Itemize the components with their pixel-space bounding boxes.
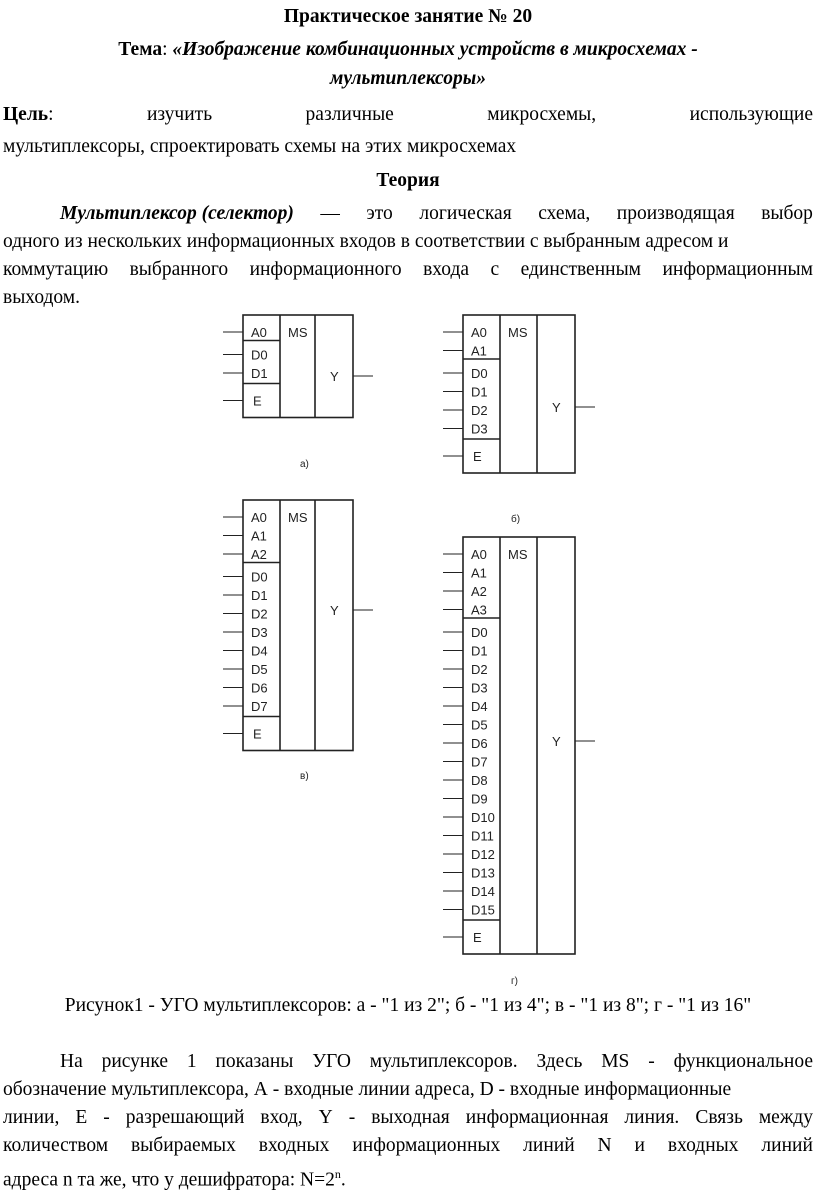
text: адреса n та же, что у дешифратора: N=2: [3, 1169, 335, 1191]
word: выбор: [761, 203, 813, 224]
data-label-d1: D1: [471, 384, 488, 400]
address-label-a0: A0: [471, 547, 487, 562]
text: обозначение мультиплексора, А - входные линии адреса, D - входные информационные: [3, 1079, 732, 1100]
data-label-d3: D3: [251, 625, 268, 640]
function-label: MS: [508, 547, 528, 562]
word: -: [648, 1051, 655, 1072]
expl-line-5: [0, 1161, 816, 1194]
word: входа: [423, 259, 470, 280]
function-label: MS: [288, 510, 308, 525]
data-label-d11: D11: [471, 828, 494, 844]
function-label: MS: [508, 325, 528, 340]
word: N: [597, 1135, 612, 1156]
data-label-d0: D0: [251, 347, 268, 363]
enable-label: E: [253, 393, 262, 409]
data-label-d4: D4: [471, 699, 488, 714]
word: информационных: [352, 1135, 501, 1156]
enable-label: E: [473, 449, 482, 464]
word: выбираемых: [130, 1135, 236, 1156]
subfigure-caption-d: г): [511, 976, 518, 987]
data-label-d6: D6: [471, 736, 488, 751]
word: -: [348, 1107, 356, 1128]
address-label-a2: A2: [251, 547, 267, 562]
word: рисунке: [101, 1051, 169, 1072]
goal-word: микросхемы,: [487, 104, 597, 125]
data-label-d1: D1: [251, 366, 268, 381]
output-label: Y: [552, 734, 561, 749]
address-label-a3: A3: [471, 602, 487, 618]
data-label-d5: D5: [251, 662, 268, 677]
data-label-d3: D3: [471, 680, 488, 696]
data-label-d2: D2: [471, 403, 488, 418]
data-label-d1: D1: [471, 643, 488, 659]
topic-text-2: мультиплексоры»: [329, 68, 487, 89]
word: информационная: [465, 1107, 609, 1128]
word: 1: [186, 1051, 197, 1072]
term: Мультиплексор (селектор): [60, 203, 294, 224]
output-label: Y: [330, 603, 339, 618]
word: Е: [75, 1107, 88, 1128]
word: единственным: [520, 259, 642, 280]
address-label-a0: A0: [471, 325, 487, 340]
subfigure-caption-a: а): [300, 459, 309, 470]
theory-heading: Теория: [376, 170, 440, 191]
word: Связь: [695, 1107, 743, 1128]
word: с: [490, 259, 500, 280]
address-label-a1: A1: [471, 343, 487, 359]
goal-label: Цель: [3, 104, 49, 125]
goal-line-2: мультиплексоры, спроектировать схемы на этих микросхемах: [3, 136, 517, 157]
dash: —: [320, 203, 340, 224]
word: логическая: [419, 203, 512, 224]
address-label-a2: A2: [471, 584, 487, 599]
goal-line-1: Цель: изучить различные микросхемы, использующие: [0, 102, 816, 128]
theory-line-4: выходом.: [3, 287, 81, 308]
word: количеством: [3, 1135, 109, 1156]
subfigure-caption-c: в): [300, 771, 309, 782]
period: .: [340, 1169, 346, 1191]
data-label-d5: D5: [471, 717, 488, 733]
data-label-d8: D8: [471, 773, 488, 788]
data-label-d0: D0: [251, 569, 268, 585]
enable-label: E: [473, 930, 482, 945]
data-label-d6: D6: [251, 680, 268, 696]
word: входных: [258, 1135, 330, 1156]
word: MS: [601, 1051, 630, 1072]
data-label-d9: D9: [471, 791, 488, 807]
word: Здесь: [536, 1051, 583, 1072]
word: -: [103, 1107, 110, 1128]
address-label-a0: A0: [251, 510, 267, 525]
word: выходная: [371, 1107, 450, 1128]
data-label-d0: D0: [471, 366, 488, 381]
word: информационным: [662, 259, 813, 280]
word: линий: [523, 1135, 575, 1156]
word: это: [366, 203, 393, 224]
data-label-d14: D14: [471, 884, 495, 899]
word: схема,: [538, 203, 591, 224]
data-label-d2: D2: [471, 662, 488, 677]
goal-word: различные: [305, 104, 394, 125]
address-label-a0: A0: [251, 325, 267, 340]
word: УГО: [312, 1051, 351, 1072]
expl-line-3: [0, 1105, 816, 1131]
topic-label: Тема: [118, 39, 163, 60]
word: Y: [318, 1107, 333, 1128]
goal-word: использующие: [689, 104, 813, 125]
data-label-d7: D7: [471, 754, 488, 770]
word: функциональное: [673, 1051, 813, 1072]
data-label-d1: D1: [251, 588, 268, 603]
data-label-d4: D4: [251, 643, 268, 659]
address-label-a1: A1: [471, 565, 487, 581]
goal-word: изучить: [146, 104, 213, 125]
address-label-a1: A1: [251, 528, 267, 544]
word: вход,: [260, 1107, 303, 1128]
word: между: [758, 1107, 813, 1128]
data-label-d12: D12: [471, 847, 495, 862]
word: входных: [667, 1135, 739, 1156]
word: выбранного: [129, 259, 229, 280]
word: показаны: [215, 1051, 294, 1072]
output-label: Y: [330, 369, 339, 384]
topic-line: Тема: «Изображение комбинационных устройств в микросхемах -: [118, 39, 698, 60]
function-label: MS: [288, 325, 308, 340]
data-label-d15: D15: [471, 902, 495, 918]
page-title: Практическое занятие № 20: [283, 6, 533, 27]
word: коммутацию: [3, 259, 109, 280]
expl-line-1: [0, 1049, 816, 1075]
expl-line-4: [0, 1133, 816, 1159]
data-label-d13: D13: [471, 865, 495, 881]
text: одного из нескольких информационных входов в соответствии с выбранным адресом и: [3, 231, 729, 252]
word: мультиплексоров.: [369, 1051, 518, 1072]
output-label: Y: [552, 400, 561, 415]
word: На: [60, 1051, 83, 1072]
enable-label: E: [253, 726, 262, 742]
figure-caption: Рисунок1 - УГО мультиплексоров: а - "1 из 2"; б - "1 из 4"; в - "1 из 8"; г - "1 из 16": [64, 995, 752, 1016]
word: информационного: [249, 259, 402, 280]
word: разрешающий: [125, 1107, 245, 1128]
word: линий: [761, 1135, 813, 1156]
word: и: [634, 1135, 645, 1156]
subfigure-caption-b: б): [511, 514, 521, 525]
superscript-n: n: [334, 1167, 341, 1181]
data-label-d10: D10: [471, 810, 495, 825]
data-label-d0: D0: [471, 625, 488, 640]
topic-text-1: «Изображение комбинационных устройств в микросхемах -: [172, 39, 698, 60]
data-label-d7: D7: [251, 699, 268, 714]
word: линии,: [3, 1107, 60, 1128]
data-label-d3: D3: [471, 421, 488, 437]
word: производящая: [616, 203, 735, 224]
expl-line-2: [0, 1077, 816, 1103]
data-label-d2: D2: [251, 606, 268, 622]
word: линия.: [624, 1107, 680, 1128]
